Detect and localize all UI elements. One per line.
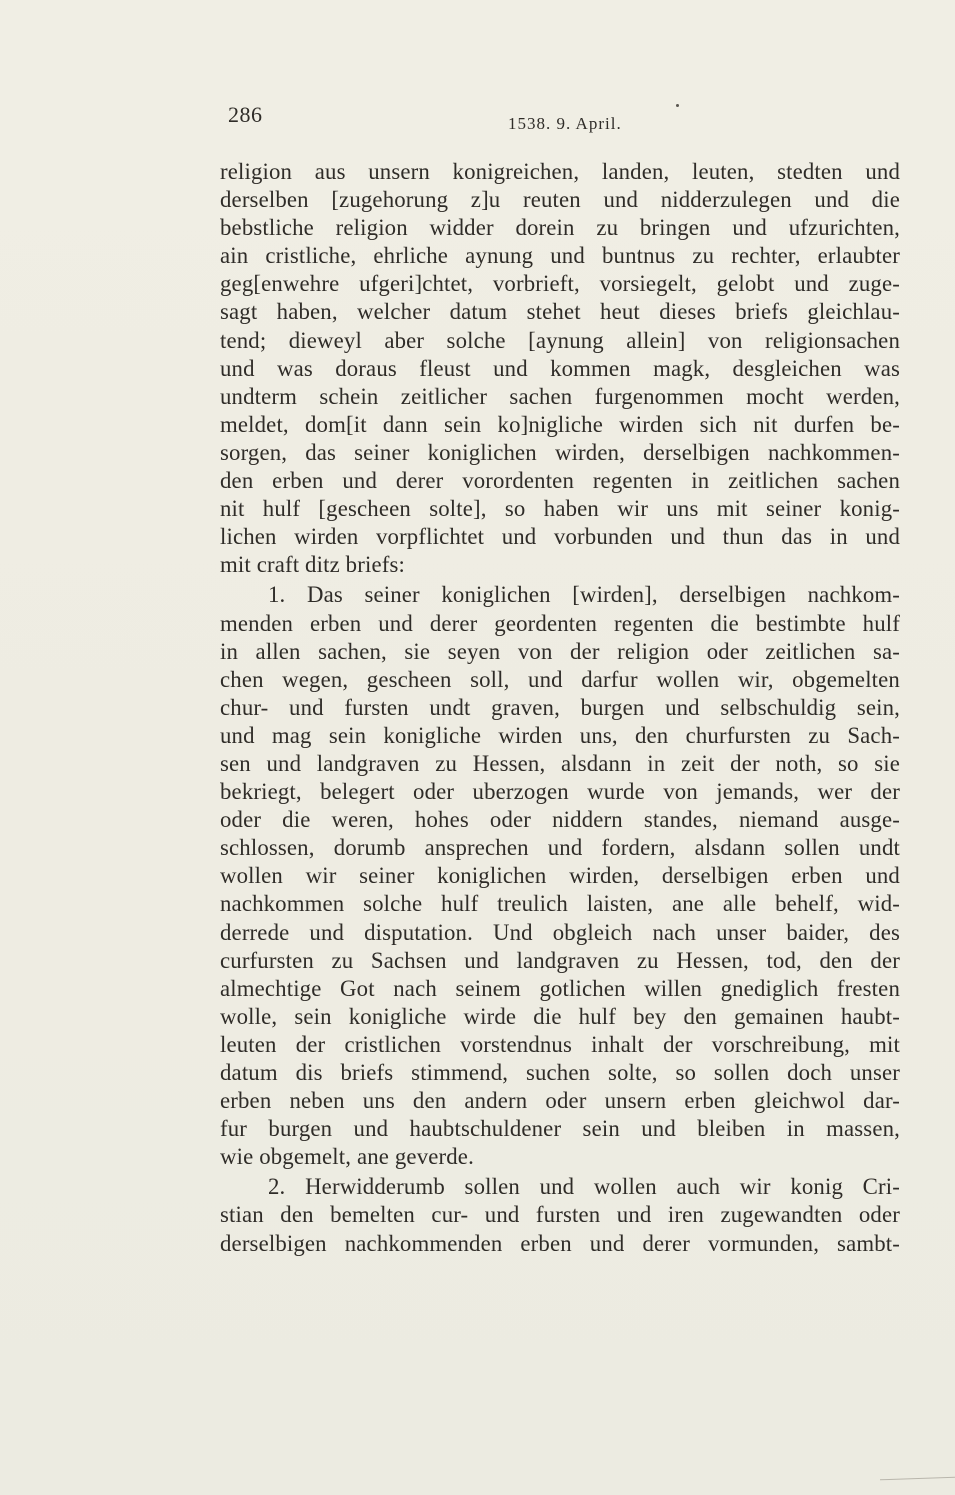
- text-line: bebstliche religion widder dorein zu bringen und ufzurichten,: [220, 215, 900, 241]
- text-line: mit craft ditz briefs:: [220, 552, 405, 578]
- text-line: derselbigen nachkommenden erben und derer vormunden, sambt-: [220, 1230, 900, 1256]
- text-line: tend; dieweyl aber solche [aynung allein] von religionsachen: [220, 327, 900, 353]
- text-line: meldet, dom[it dann sein ko]nigliche wirden sich nit durfen be-: [220, 411, 900, 437]
- text-line: religion aus unsern konigreichen, landen, leuten, stedten und: [220, 159, 900, 184]
- text-line: den erben und derer vorordenten regenten in zeitlichen sachen: [220, 468, 900, 494]
- running-head-date: 1538. 9. April.: [508, 114, 622, 133]
- page-edge-line: [880, 1477, 955, 1481]
- text-line: undterm schein zeitlicher sachen furgenommen mocht werden,: [220, 383, 900, 409]
- text-line: chur- und fursten undt graven, burgen und selbschuldig sein,: [220, 694, 900, 720]
- text-line: nachkommen solche hulf treulich laisten, ane alle behelf, wid-: [220, 891, 900, 917]
- text-line: wie obgemelt, ane geverde.: [220, 1144, 474, 1170]
- text-line: stian den bemelten cur- und fursten und iren zugewandten oder: [220, 1202, 900, 1228]
- text-line: und was doraus fleust und kommen magk, desgleichen was: [220, 355, 900, 381]
- text-line: schlossen, dorumb ansprechen und fordern, alsdann sollen undt: [220, 835, 900, 861]
- text-line: nit hulf [gescheen solte], so haben wir uns mit seiner konig-: [220, 496, 900, 522]
- text-line: oder die weren, hohes oder niddern standes, niemand ausge-: [220, 807, 900, 833]
- text-line: lichen wirden vorpflichtet und vorbunden und thun das in und: [220, 524, 900, 550]
- text-line: wollen wir seiner koniglichen wirden, derselbigen erben und: [220, 863, 900, 889]
- text-line: menden erben und derer geordenten regenten die bestimbte hulf: [220, 610, 900, 636]
- text-line: und mag sein konigliche wirden uns, den churfursten zu Sach-: [220, 722, 900, 748]
- text-line: bekriegt, belegert oder uberzogen wurde von jemands, wer der: [220, 779, 900, 805]
- page-number: 286: [228, 102, 263, 127]
- text-line: derrede und disputation. Und obgleich nach unser baider, des: [220, 919, 900, 945]
- text-line: datum dis briefs stimmend, suchen solte, so sollen doch unser: [220, 1060, 900, 1085]
- print-speck: [676, 104, 679, 107]
- text-line: fur burgen und haubtschuldener sein und bleiben in massen,: [220, 1116, 900, 1142]
- text-line: erben neben uns den andern oder unsern erben gleichwol dar-: [220, 1088, 900, 1114]
- paragraph-2-start: 2. Herwidderumb sollen und wollen auch wir konig Cri-: [268, 1174, 900, 1200]
- text-line: sagt haben, welcher datum stehet heut dieses briefs gleichlau-: [220, 299, 900, 325]
- text-line: chen wegen, gescheen soll, und darfur wollen wir, obgemelten: [220, 666, 900, 692]
- text-line: derselben [zugehorung z]u reuten und nidderzulegen und die: [220, 187, 900, 213]
- text-line: leuten der cristlichen vorstendnus inhalt der vorschreibung, mit: [220, 1031, 900, 1057]
- body-text: [220, 158, 900, 1258]
- paragraph-1-start: 1. Das seiner koniglichen [wirden], derselbigen nachkom-: [268, 582, 900, 608]
- text-line: wolle, sein konigliche wirde die hulf bey den gemainen haubt-: [220, 1003, 900, 1029]
- text-line: sorgen, das seiner koniglichen wirden, derselbigen nachkommen-: [220, 439, 900, 465]
- text-line: in allen sachen, sie seyen von der religion oder zeitlichen sa-: [220, 638, 900, 664]
- text-line: ain cristliche, ehrliche aynung und buntnus zu rechter, erlaubter: [220, 243, 900, 269]
- text-line: curfursten zu Sachsen und landgraven zu Hessen, tod, den der: [220, 947, 900, 973]
- text-line: geg[enwehre ufgeri]chtet, vorbrieft, vorsiegelt, gelobt und zuge-: [220, 271, 900, 297]
- text-line: sen und landgraven zu Hessen, alsdann in zeit der noth, so sie: [220, 750, 900, 776]
- text-line: almechtige Got nach seinem gotlichen willen gnediglich fresten: [220, 975, 900, 1001]
